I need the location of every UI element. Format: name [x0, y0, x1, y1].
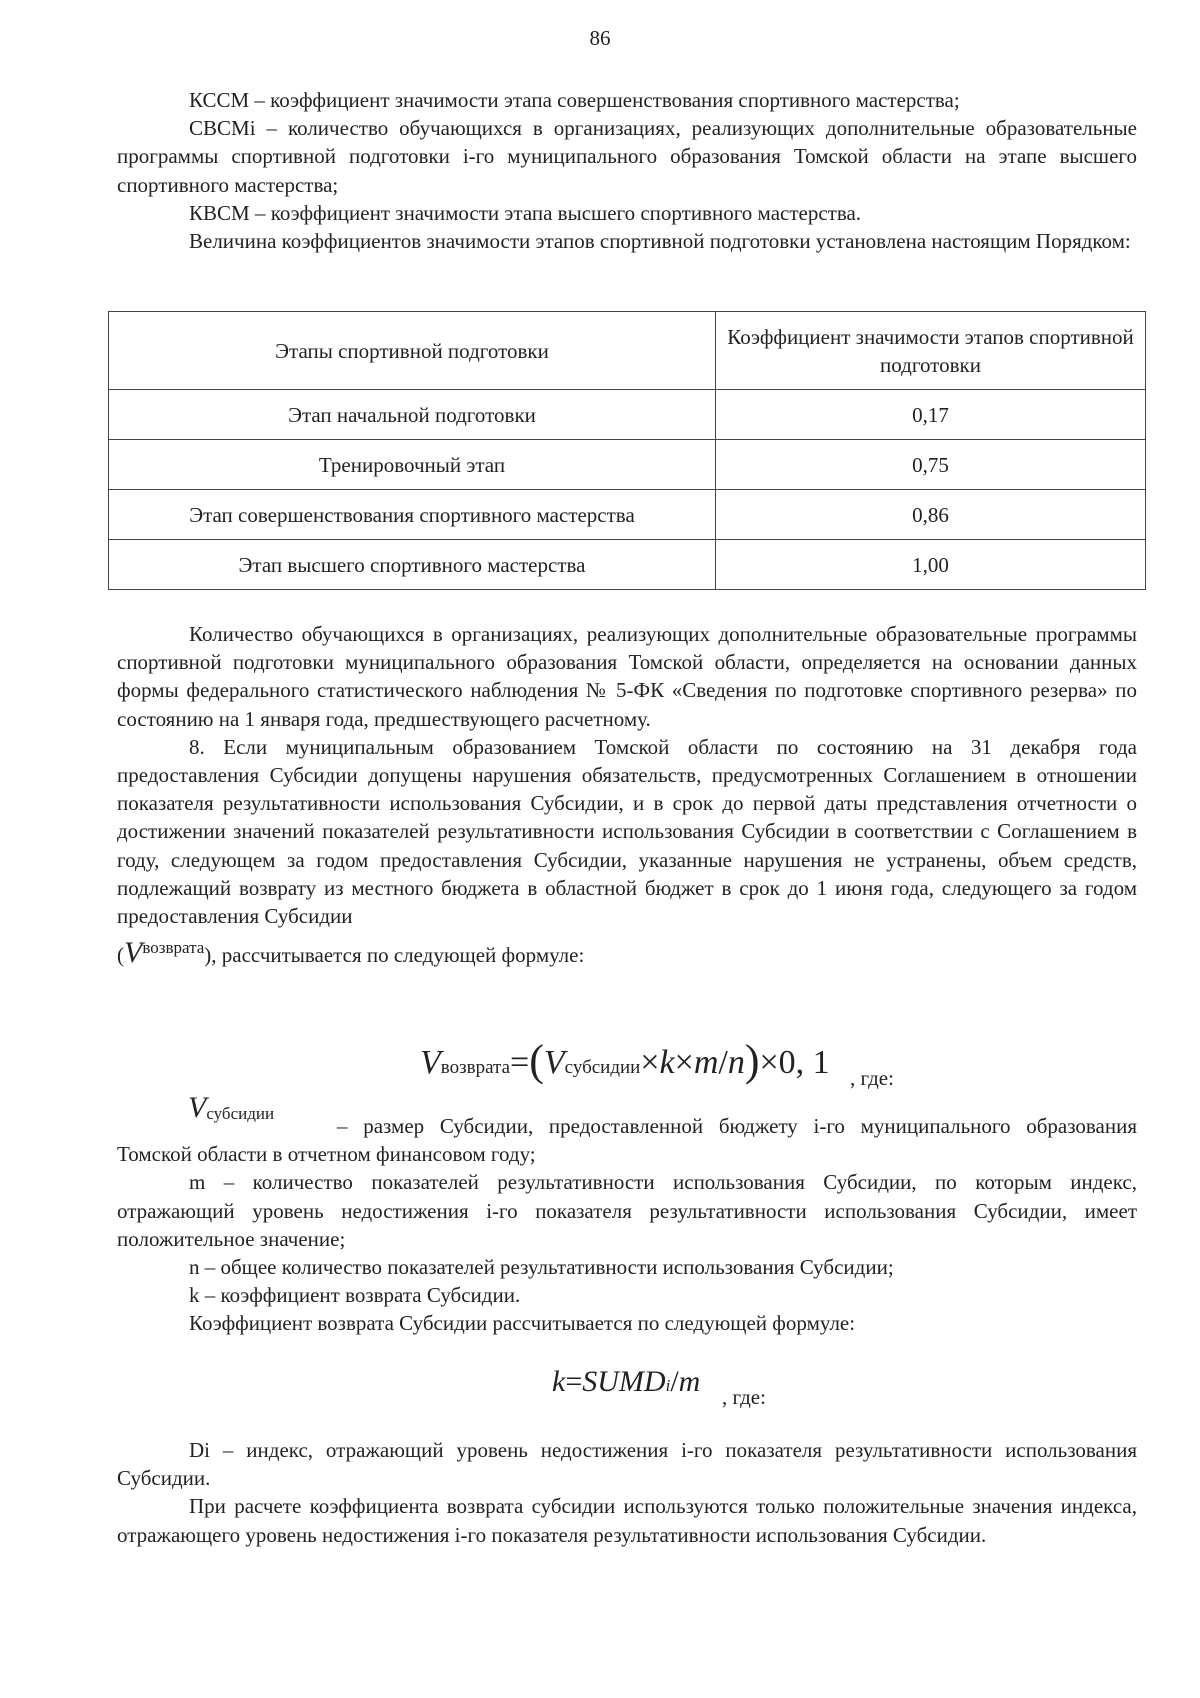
table-header-row	[109, 312, 1146, 390]
table-cell-value: 1,00	[716, 540, 1146, 590]
table-cell-value: 0,75	[716, 440, 1146, 490]
formula-return-where: , где:	[850, 1066, 894, 1090]
table-cell-value: 0,17	[716, 390, 1146, 440]
v-subsidy-symbol: Vсубсидии	[188, 1091, 275, 1124]
formula-return-amount: Vвозврата=(Vсубсидии×k×m/n)×0, 1	[420, 1036, 830, 1085]
paragraph-kvsm: КВСМ – коэффициент значимости этапа высшего спортивного мастерства.	[189, 200, 862, 225]
paragraph-k-definition: k – коэффициент возврата Субсидии.	[189, 1283, 521, 1308]
table-header-coefficient: Коэффициент значимости этапов спортивной подготовки	[716, 312, 1146, 390]
paragraph-vsub-definition: – размер Субсидии, предоставленной бюджету i-го муниципального образования Томской области в отчетном финансовом году;	[117, 1114, 1137, 1167]
text-block-return	[117, 620, 1137, 969]
formula-return-coefficient: k=SUMDi/m	[552, 1365, 701, 1398]
table-row	[109, 440, 1146, 490]
table-row	[109, 540, 1146, 590]
table-cell-stage: Этап совершенствования спортивного мастерства	[109, 490, 716, 540]
paragraph-m-definition: m – количество показателей результативности использования Субсидии, по которым индекс, отражающий уровень недостижения i-го показателя результативности использования Субсидии, имеет положительное значение;	[117, 1170, 1137, 1251]
paragraph-positive-values-note: При расчете коэффициента возврата субсидии используются только положительные значения индекса, отражающего уровень недостижения i-го показателя результативности использования Субсидии.	[117, 1494, 1137, 1547]
text-block-variables	[117, 1112, 1137, 1338]
table-row	[109, 390, 1146, 440]
text-block-index	[117, 1436, 1137, 1549]
paragraph-svsm: СВСМi – количество обучающихся в организациях, реализующих дополнительные образовательные программы спортивной подготовки i-го муниципального образования Томской области на этапе высшего спортивного мастерства;	[117, 116, 1137, 197]
paragraph-di-definition: Di – индекс, отражающий уровень недостижения i-го показателя результативности использования Субсидии.	[117, 1438, 1137, 1491]
table-header-stage: Этапы спортивной подготовки	[109, 312, 716, 390]
table-row	[109, 490, 1146, 540]
table-cell-value: 0,86	[716, 490, 1146, 540]
table-cell-stage: Этап начальной подготовки	[109, 390, 716, 440]
paragraph-formula-intro: $(V^{возврата})$, рассчитывается по следующей формуле:	[117, 936, 585, 970]
formula-coefficient-where: , где:	[722, 1385, 766, 1409]
paragraph-coef-intro: Величина коэффициентов значимости этапов спортивной подготовки установлена настоящим Порядком:	[189, 229, 1131, 254]
coefficient-table	[108, 311, 1146, 590]
text-block-definitions	[117, 86, 1137, 255]
v-return-symbol: $V^{возврата}$	[124, 936, 205, 970]
table-cell-stage: Тренировочный этап	[109, 440, 716, 490]
paragraph-item-8: 8. Если муниципальным образованием Томской области по состоянию на 31 декабря года предоставления Субсидии допущены нарушения обязательств, предусмотренных Соглашением в отношении показателя результативности использования Субсидии, и в срок до первой даты представления отчетности о достижении значений показателей результативности использования Субсидии в соответствии с Соглашением в году, следующем за годом предоставления Субсидии, указанные нарушения не устранены, объем средств, подлежащий возврату из местного бюджета в областной бюджет в срок до 1 июня года, следующего за годом предоставления Субсидии	[117, 734, 1137, 929]
paragraph-k-formula-intro: Коэффициент возврата Субсидии рассчитывается по следующей формуле:	[189, 1311, 856, 1336]
page-number: 86	[589, 26, 611, 50]
table-cell-stage: Этап высшего спортивного мастерства	[109, 540, 716, 590]
paragraph-n-definition: n – общее количество показателей результативности использования Субсидии;	[189, 1255, 894, 1280]
paragraph-count: Количество обучающихся в организациях, реализующих дополнительные образовательные программы спортивной подготовки муниципального образования Томской области, определяется на основании данных формы федерального статистического наблюдения № 5-ФК «Сведения по подготовке спортивного резерва» по состоянию на 1 января года, предшествующего расчетному.	[117, 622, 1137, 731]
paragraph-kssm: КССМ – коэффициент значимости этапа совершенствования спортивного мастерства;	[189, 88, 960, 112]
